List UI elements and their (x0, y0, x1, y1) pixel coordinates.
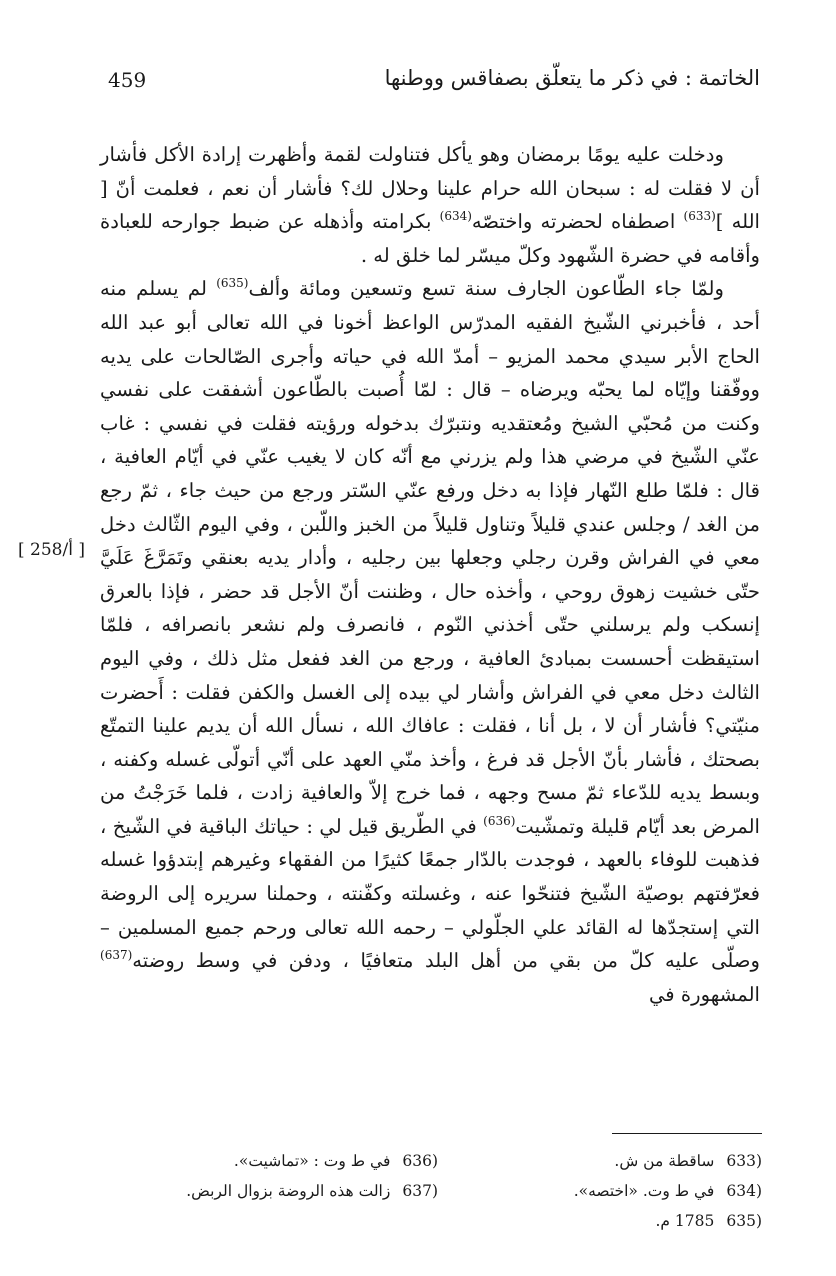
footnote-ref-634[interactable]: (634) (439, 209, 472, 224)
main-text (100, 138, 760, 1011)
running-head (100, 66, 760, 102)
footnote-ref-635[interactable]: (635) (216, 276, 249, 291)
chapter-title: الخاتمة : في ذكر ما يتعلّق بصفاقس ووطنها (384, 66, 760, 90)
footnotes-left-column (108, 1146, 438, 1206)
footnotes-right-column (462, 1146, 762, 1236)
footnote-634: 634) في ط وت. «اختصه». (573, 1182, 762, 1200)
page-number: 459 (108, 68, 147, 92)
paragraph-2: ولمّا جاء الطّاعون الجارف سنة تسع وتسعين ومائة وألف$^{(635)}$ لم يسلم منه أحد ، فأخبرني الشّيخ الفقيه المدرّس الواعظ أخونا في الله تعالى أبو عبد الله الحاج الأبر سيدي محمد المزيو – أمدّ الله في حياته وأجرى الصّالحات على يديه ووفّقنا وإيّاه لما يحبّه ويرضاه – قال : لمّا أُصبت بالطّاعون أشفقت على نفسي وكنت من مُحبّي الشيخ ومُعتقديه ونتبرّك بدخوله ورؤيته فقلت في نفسي : غاب عنّي الشّيخ في مرضي هذا ولم يزرني مع أنّه كان لا يغيب عنّي في أيّام العافية ، قال : فلمّا طلع النّهار فإذا به دخل ورفع عنّي السّتر ورجع من حيث جاء ، ثمّ رجع من الغد / وجلس عندي قليلاً وتناول قليلاً من الخبز واللّبن ، وفي اليوم الثّالث دخل معي في الفراش وقرن رجلي وجعلها بين رجليه ، وأدار يديه بعنقي وتَمَرَّغَ عَلَيَّ حتّى خشيت زهوق روحي ، وأخذه حال ، وظننت أنّ الأجل قد حضر ، فإذا بالعرق إنسكب ولم يرسلني حتّى أخذني النّوم ، فانصرف ولم نشعر بانصرافه ، فلمّا استيقظت أحسست بمبادئ العافية ، ورجع من الغد ففعل مثل ذلك ، وفي اليوم الثالث دخل معي في الفراش وأشار لي بيده إلى الغسل والكفن فقلت : أَحضرت منيّتي؟ فأشار أن لا ، بل أنا ، فقلت : عافاك الله ، نسأل الله أن يديم علينا التمتّع بصحتك ، فأشار بأنّ الأجل قد فرغ ، وأخذ منّي العهد على أنّي أتولّى غسله وكفنه ، وبسط يديه للدّعاء ثمّ مسح وجهه ، فما خرج إلاّ والعافية زادت ، فلما خَرَجْتُ من المرض بعد أيّام قليلة وتمشّيت$^{(636)}$ في الطّريق قيل لي : حياتك الباقية في الشّيخ ، فذهبت للوفاء بالعهد ، فوجدت بالدّار جمعًا كثيرًا من الفقهاء وغيرهم إبتدؤوا غسله فعرّفتهم بوصيّة الشّيخ فتنحّوا عنه ، وغسلته وكفّنته ، وحملنا سريره إلى الروضة التي إستجدّها له القائد علي الجلّولي – رحمه الله تعالى ورحم جميع المسلمين – وصلّى عليه كلّ من بقي من أهل البلد متعافيًا ، ودفن في وسط روضته$^{(637)}$ المشهورة في (100, 276, 761, 1006)
footnote-635: 635) 1785 م. (655, 1212, 762, 1230)
footnote-636: 636) في ط وت : «تماشيت». (233, 1152, 438, 1170)
footnote-separator (612, 1133, 762, 1134)
footnote-633: 633) ساقطة من ش. (614, 1152, 762, 1170)
footnote-637: 637) زالت هذه الروضة بزوال الربض. (186, 1182, 438, 1200)
manuscript-folio-marker: [ 258/أ ] (18, 540, 85, 560)
footnote-ref-636[interactable]: (636) (483, 813, 516, 828)
paragraph-1: ودخلت عليه يومًا برمضان وهو يأكل فتناولت لقمة وأظهرت إرادة الأكل فأشار أن لا فقلت له : سبحان الله حرام علينا وحلال لك؟ فأشار أن نعم ، فعلمت أنّ [ الله ]$^{(633)}$ اصطفاه لحضرته واختصّه$^{(634)}$ بكرامته وأذهله عن ضبط جوارحه للعبادة وأقامه في حضرة الشّهود وكلّ ميسّر لما خلق له . (100, 143, 761, 267)
footnote-ref-633[interactable]: (633) (683, 209, 716, 224)
footnote-ref-637[interactable]: (637) (100, 948, 133, 963)
